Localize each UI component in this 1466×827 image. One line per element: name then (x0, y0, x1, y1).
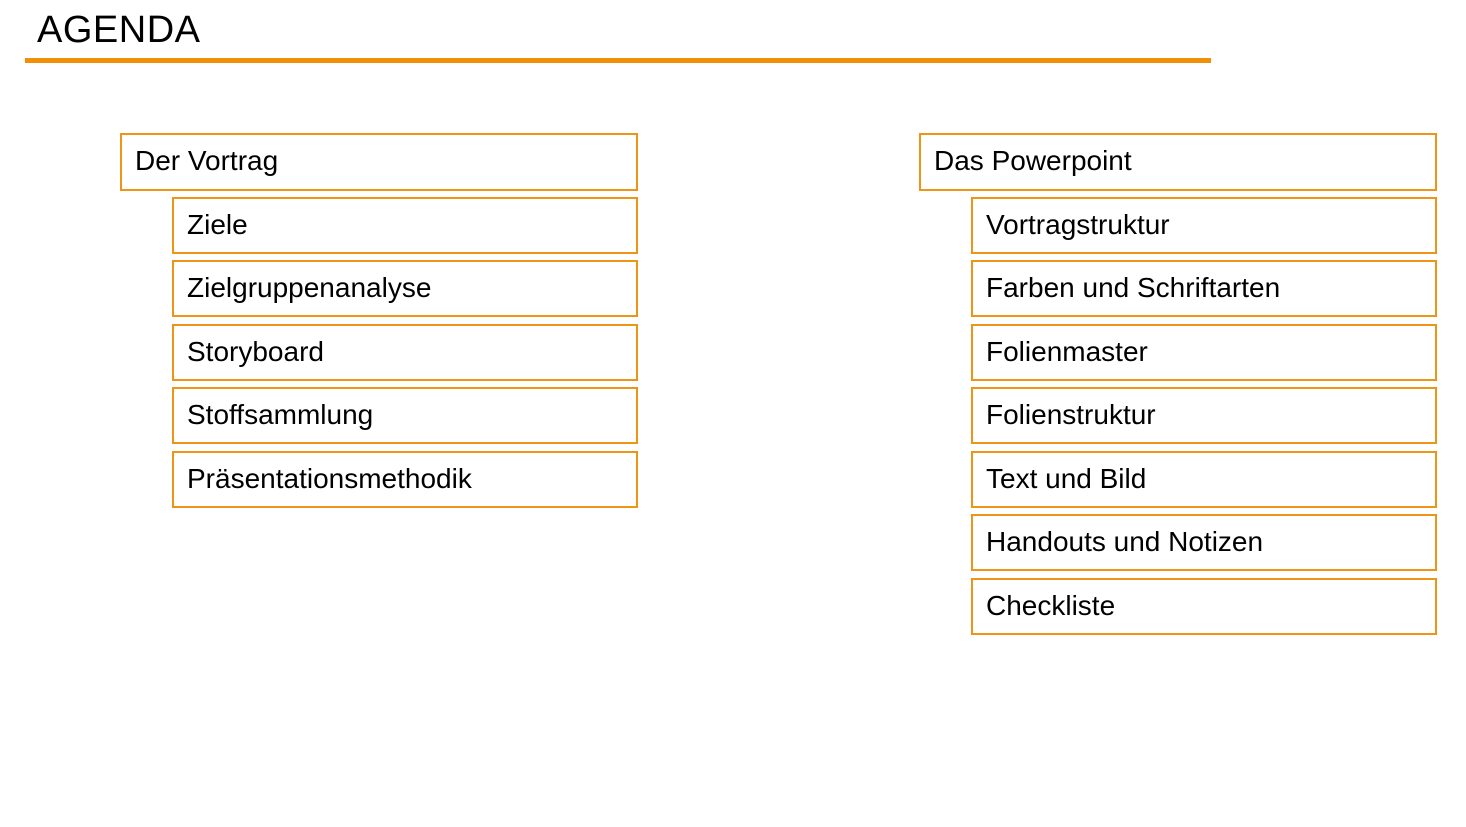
agenda-item-praesentationsmethodik: Präsentationsmethodik (172, 451, 638, 508)
agenda-item-checkliste: Checkliste (971, 578, 1437, 635)
agenda-item-ziele: Ziele (172, 197, 638, 254)
agenda-section-der-vortrag: Der Vortrag (120, 133, 638, 191)
title-underline (25, 58, 1211, 63)
agenda-item-vortragstruktur: Vortragstruktur (971, 197, 1437, 254)
agenda-item-handouts-und-notizen: Handouts und Notizen (971, 514, 1437, 571)
agenda-section-das-powerpoint: Das Powerpoint (919, 133, 1437, 191)
agenda-item-storyboard: Storyboard (172, 324, 638, 381)
agenda-item-text-und-bild: Text und Bild (971, 451, 1437, 508)
agenda-item-zielgruppenanalyse: Zielgruppenanalyse (172, 260, 638, 317)
agenda-item-folienstruktur: Folienstruktur (971, 387, 1437, 444)
agenda-item-farben-und-schriftarten: Farben und Schriftarten (971, 260, 1437, 317)
agenda-item-stoffsammlung: Stoffsammlung (172, 387, 638, 444)
agenda-item-folienmaster: Folienmaster (971, 324, 1437, 381)
slide-title: AGENDA (37, 9, 201, 51)
